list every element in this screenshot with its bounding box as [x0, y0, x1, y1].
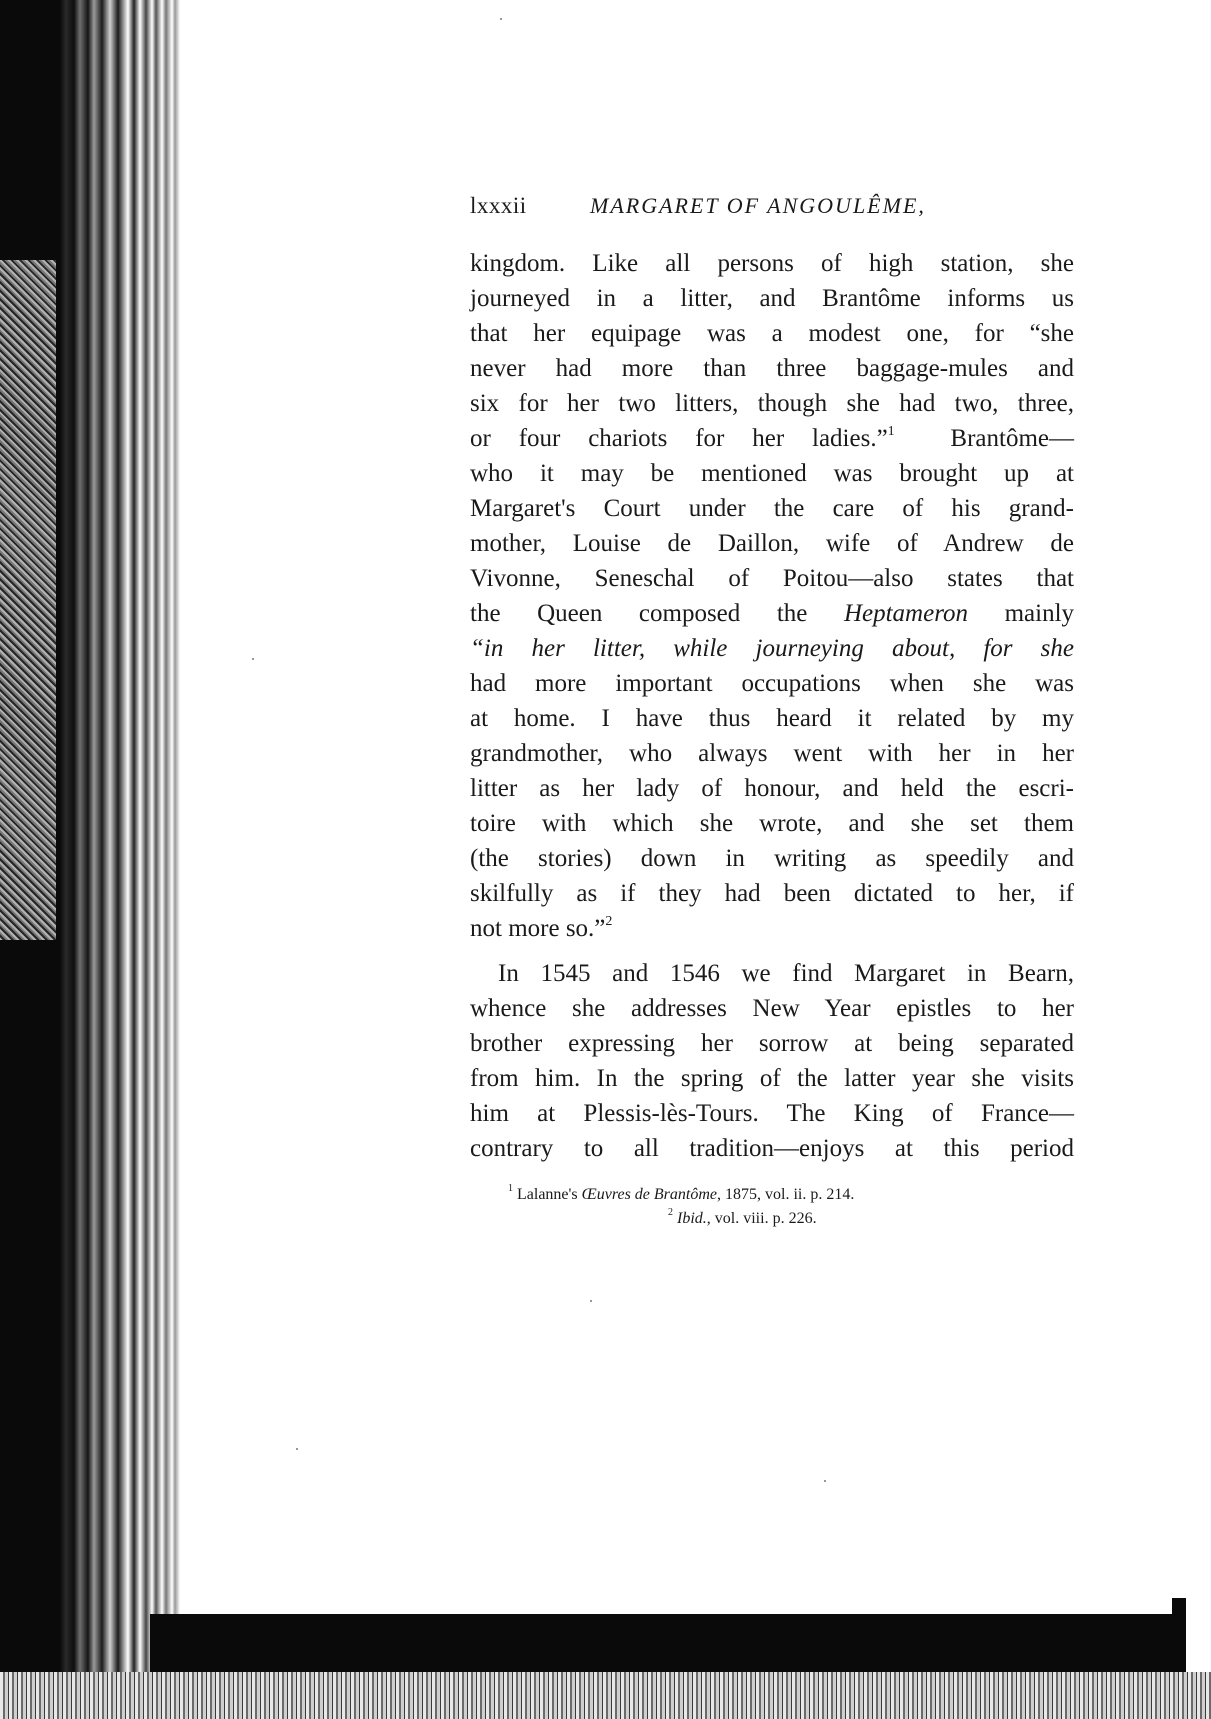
text-line: toire with which she wrote, and she set them [470, 810, 1074, 837]
footnote-2 [508, 1207, 1028, 1231]
text-line: skilfully as if they had been dictated to her, if [470, 880, 1074, 907]
text-line: whence she addresses New Year epistles to her [470, 995, 1074, 1022]
text-line: from him. In the spring of the latter year she visits [470, 1065, 1074, 1092]
text-line: contrary to all tradition—enjoys at this period [470, 1135, 1074, 1162]
text-line: that her equipage was a modest one, for “she [470, 320, 1074, 347]
footnote-text: , vol. viii. p. 226. [706, 1210, 817, 1227]
text-line: kingdom. Like all persons of high station, she [470, 250, 1074, 277]
text-fragment: not more so.” [470, 915, 606, 942]
text-line: “in her litter, while journeying about, for she [470, 635, 1074, 662]
quote-end: or four chariots for her ladies.” [470, 425, 888, 452]
footnote-title: Ibid. [677, 1210, 707, 1227]
text-line: Margaret's Court under the care of his grand- [470, 495, 1074, 522]
text-line: grandmother, who always went with her in her [470, 740, 1074, 767]
footnote-text: , 1875, vol. ii. p. 214. [717, 1186, 855, 1203]
book-title-heptameron: Heptameron [843, 600, 969, 627]
footnote-mark: 1 [508, 1182, 513, 1194]
text-line: never had more than three baggage-mules and [470, 355, 1074, 382]
footnote-text: Lalanne's [517, 1186, 578, 1203]
text-line-with-note [470, 421, 1074, 456]
page-number: lxxxii [470, 193, 527, 218]
quote-continuation: Brantôme— [950, 425, 1074, 452]
gutter-texture [0, 260, 56, 940]
text-fragment: the Queen composed the [470, 600, 808, 627]
text-line-with-title [470, 596, 1074, 631]
footnote-ref-1: 1 [887, 423, 895, 439]
text-line: who it may be mentioned was brought up at [470, 460, 1074, 487]
footnote-title: Œuvres de Brantôme [581, 1186, 718, 1203]
footnote-ref-2: 2 [605, 913, 613, 929]
text-fragment: mainly [1004, 600, 1075, 627]
text-line: brother expressing her sorrow at being separated [470, 1030, 1074, 1057]
running-head [470, 193, 1070, 227]
text-line: at home. I have thus heard it related by my [470, 705, 1074, 732]
text-line: Vivonne, Seneschal of Poitou—also states that [470, 565, 1074, 592]
text-line: litter as her lady of honour, and held the escri- [470, 775, 1074, 802]
running-title: MARGARET OF ANGOULÊME, [590, 193, 926, 218]
scan-right-edge [1172, 1598, 1186, 1672]
text-line: mother, Louise de Daillon, wife of Andrew de [470, 530, 1074, 557]
text-line: had more important occupations when she was [470, 670, 1074, 697]
text-line: six for her two litters, though she had two, three, [470, 390, 1074, 417]
footnote-mark: 2 [668, 1206, 673, 1218]
text-line: him at Plessis-lès-Tours. The King of France— [470, 1100, 1074, 1127]
scan-bottom-edge [0, 1672, 1211, 1719]
text-line: journeyed in a litter, and Brantôme informs us [470, 285, 1074, 312]
text-line: In 1545 and 1546 we find Margaret in Bearn, [498, 960, 1074, 987]
scan-bottom-shadow [150, 1614, 1180, 1672]
footnotes [508, 1183, 1028, 1231]
footnote-1 [508, 1183, 1028, 1207]
body-text [470, 246, 1074, 1166]
text-line-with-note [470, 911, 1074, 946]
text-line: (the stories) down in writing as speedily and [470, 845, 1074, 872]
